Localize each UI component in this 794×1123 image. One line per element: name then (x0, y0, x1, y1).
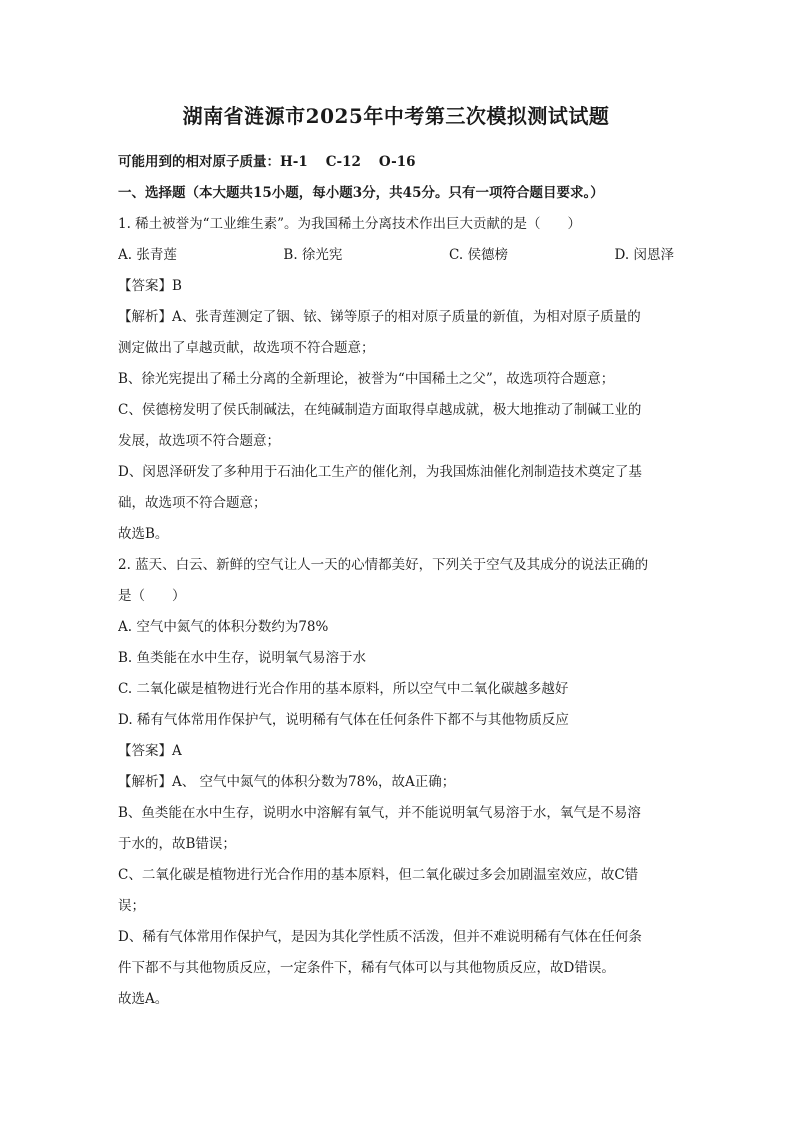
question-2-analysis-line: 【解析】A、 空气中氮气的体积分数为78%，故A正确； (118, 774, 456, 790)
question-1-options (118, 240, 674, 271)
atomic-mass-h: H-1 (280, 154, 308, 170)
question-2-stem-line: 2. 蓝天、白云、新鲜的空气让人一天的心情都美好，下列关于空气及其成分的说法正确的 (118, 557, 649, 573)
question-2-analysis-line: 误； (118, 898, 145, 914)
question-2-option-c: C. 二氧化碳是植物进行光合作用的基本原料，所以空气中二氧化碳越多越好 (118, 681, 569, 697)
question-2-analysis-line: 于水的，故B错误； (118, 836, 236, 852)
question-1 (118, 209, 674, 550)
question-1-analysis-line: D、闵恩泽研发了多种用于石油化工生产的催化剂，为我国炼油催化剂制造技术奠定了基 (118, 464, 642, 480)
question-2-conclusion: 故选A。 (118, 991, 169, 1007)
atomic-masses-line (118, 147, 674, 178)
question-2-analysis-line: C、二氧化碳是植物进行光合作用的基本原料，但二氧化碳过多会加剧温室效应，故C错 (118, 867, 639, 883)
atomic-mass-o: O-16 (378, 154, 416, 170)
question-2-option-a: A. 空气中氮气的体积分数约为78% (118, 619, 329, 635)
exam-title: 湖南省涟源市2025年中考第三次模拟测试试题 (182, 104, 610, 128)
question-2-answer: 【答案】A (118, 743, 182, 759)
question-1-option-c: C. 侯德榜 (449, 247, 508, 263)
question-1-analysis-line: 测定做出了卓越贡献，故选项不符合题意； (118, 340, 375, 356)
question-1-option-b: B. 徐光宪 (283, 247, 343, 263)
question-2-option-d: D. 稀有气体常用作保护气，说明稀有气体在任何条件下都不与其他物质反应 (118, 712, 569, 728)
atomic-mass-c: C-12 (325, 154, 361, 170)
question-1-analysis-line: 础，故选项不符合题意； (118, 495, 267, 511)
exam-page (118, 100, 674, 1015)
question-2-analysis-line: D、稀有气体常用作保护气，是因为其化学性质不活泼，但并不难说明稀有气体在任何条 (118, 929, 642, 945)
section-heading: 一、选择题（本大题共15小题，每小题3分，共45分。只有一项符合题目要求。） (118, 185, 604, 201)
question-1-analysis-line: C、侯德榜发明了侯氏制碱法，在纯碱制造方面取得卓越成就，极大地推动了制碱工业的 (118, 402, 642, 418)
question-1-analysis-line: B、徐光宪提出了稀土分离的全新理论，被誉为“中国稀土之父”，故选项符合题意； (118, 371, 615, 387)
question-2-stem-line: 是（ ） (118, 588, 186, 604)
question-1-option-a: A. 张青莲 (118, 247, 177, 263)
question-2-option-b: B. 鱼类能在水中生存，说明氧气易溶于水 (118, 650, 367, 666)
question-1-answer: 【答案】B (118, 278, 182, 294)
question-1-conclusion: 故选B。 (118, 526, 169, 542)
question-1-stem: 1. 稀土被誉为“工业维生素”。为我国稀土分离技术作出巨大贡献的是（ ） (118, 216, 581, 232)
question-2-analysis-line: 件下都不与其他物质反应，一定条件下，稀有气体可以与其他物质反应，故D错误。 (118, 960, 615, 976)
atomic-masses-label: 可能用到的相对原子质量： (118, 154, 280, 170)
question-1-analysis-line: 发展，故选项不符合题意； (118, 433, 280, 449)
question-1-option-d: D. 闵恩泽 (614, 247, 674, 263)
question-2-analysis-line: B、鱼类能在水中生存，说明水中溶解有氧气，并不能说明氧气易溶于水，氧气是不易溶 (118, 805, 641, 821)
question-2 (118, 550, 674, 1015)
question-1-analysis-line: 【解析】A、张青莲测定了铟、铱、锑等原子的相对原子质量的新值，为相对原子质量的 (118, 309, 641, 325)
